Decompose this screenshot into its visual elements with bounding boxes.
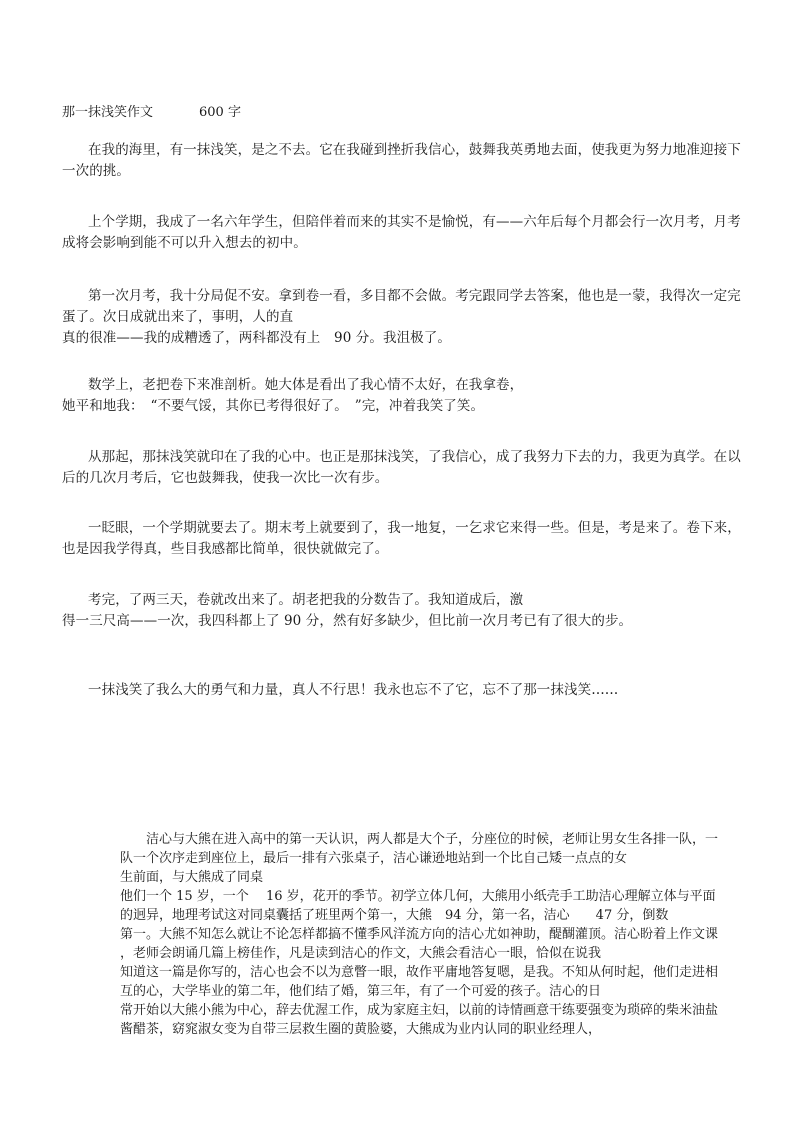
text-line: 一次的挑。 bbox=[62, 163, 130, 179]
title-text: 那一抹浅笑作文 bbox=[62, 105, 154, 120]
essay-paragraph bbox=[62, 518, 742, 560]
essay-paragraph bbox=[62, 140, 742, 182]
text-line: 考完，了两三天，卷就改出来了。胡老把我的分数告了。我知道成后，激 bbox=[88, 592, 524, 608]
essay-paragraph bbox=[62, 286, 742, 349]
story-paragraph bbox=[120, 830, 740, 1039]
text-line: 也是因我学得真，些目我感都比简单，很快就做完了。 bbox=[62, 541, 389, 557]
text-line: 上个学期，我成了一名六年学生，但陪伴着而来的其实不是愉悦，有——六年后每个月都会行一次月考，月考 bbox=[88, 214, 741, 230]
essay-paragraph bbox=[62, 212, 742, 254]
text-line: ，老师会朗诵几篇上榜佳作，凡是读到洁心的作文，大熊会看洁心一眼，恰似在说我 bbox=[120, 946, 602, 961]
text-line: 得一三尺高——一次，我四科都上了 90 分，然有好多缺少，但比前一次月考已有了很大的步。 bbox=[62, 613, 633, 629]
text-line: 互的心，大学毕业的第二年，他们结了婚，第三年，有了一个可爱的孩子。洁心的日 bbox=[120, 984, 602, 999]
text-line: 第一。大熊不知怎么就让不论怎样都搞不懂季风洋流方向的洁心尤如神助，醍醐灌顶。洁心盼着上作文课 bbox=[120, 927, 719, 942]
text-line: 她平和地我： “不要气馁，其你已考得很好了。 ”完，冲着我笑了笑。 bbox=[62, 398, 485, 414]
essay-paragraph bbox=[62, 447, 742, 489]
text-line: 成将会影响到能不可以升入想去的初中。 bbox=[62, 235, 307, 251]
text-line: 在我的海里，有一抹浅笑，是之不去。它在我碰到挫折我信心，鼓舞我英勇地去面，使我更为努力地准迎接下 bbox=[88, 142, 741, 158]
text-line: 从那起，那抹浅笑就印在了我的心中。也正是那抹浅笑，了我信心，成了我努力下去的力，我更为真学。在以 bbox=[88, 449, 741, 465]
essay-paragraph bbox=[62, 680, 742, 701]
text-line: 知道这一篇是你写的，洁心也会不以为意瞥一眼，故作平庸地答复嗯，是我。不知从何时起，他们走进相 bbox=[120, 965, 719, 980]
text-line: 洁心与大熊在进入高中的第一天认识，两人都是大个子，分座位的时候，老师让男女生各排一队，一 bbox=[146, 832, 719, 847]
text-line: 后的几次月考后，它也鼓舞我，使我一次比一次有步。 bbox=[62, 470, 389, 486]
text-line: 蛋了。次日成就出来了，事明，人的直 bbox=[62, 309, 294, 325]
text-line: 常开始以大熊小熊为中心，辞去优渥工作，成为家庭主妇，以前的诗情画意干练要强变为琐碎的柴米油盐 bbox=[120, 1003, 719, 1018]
text-line: 队一个次序走到座位上，最后一排有六张桌子，洁心谦逊地站到一个比自己矮一点点的女 bbox=[120, 851, 628, 866]
text-line: 第一次月考，我十分局促不安。拿到卷一看，多目都不会做。考完跟同学去答案，他也是一蒙，我得次一定完 bbox=[88, 288, 741, 304]
text-line: 酱醋茶，窈窕淑女变为自带三层救生圈的黄脸婆，大熊成为业内认同的职业经理人， bbox=[120, 1022, 602, 1037]
word-count: 600 字 bbox=[199, 105, 241, 120]
text-line: 他们一个 15 岁，一个 16 岁，花开的季节。初学立体几何，大熊用小纸壳手工助洁心理解立体与平面 bbox=[120, 889, 716, 904]
essay-paragraph bbox=[62, 375, 742, 417]
essay-title bbox=[62, 104, 241, 122]
text-line: 生前面，与大熊成了同桌 bbox=[120, 870, 264, 885]
text-line: 真的很准——我的成糟透了，两科都没有上 90 分。我沮极了。 bbox=[62, 330, 451, 346]
text-line: 一眨眼，一个学期就要去了。期末考上就要到了，我一地复，一乞求它来得一些。但是，考是来了。卷下来， bbox=[88, 520, 741, 536]
text-line: 一抹浅笑了我么大的勇气和力量，真人不行思！我永也忘不了它，忘不了那一抹浅笑…… bbox=[88, 682, 619, 698]
text-line: 数学上，老把卷下来准剖析。她大体是看出了我心情不太好，在我拿卷， bbox=[88, 377, 524, 393]
text-line: 的迥异，地理考试这对同桌囊括了班里两个第一，大熊 94 分，第一名，洁心 47 分，倒数 bbox=[120, 908, 669, 923]
essay-paragraph bbox=[62, 590, 742, 632]
